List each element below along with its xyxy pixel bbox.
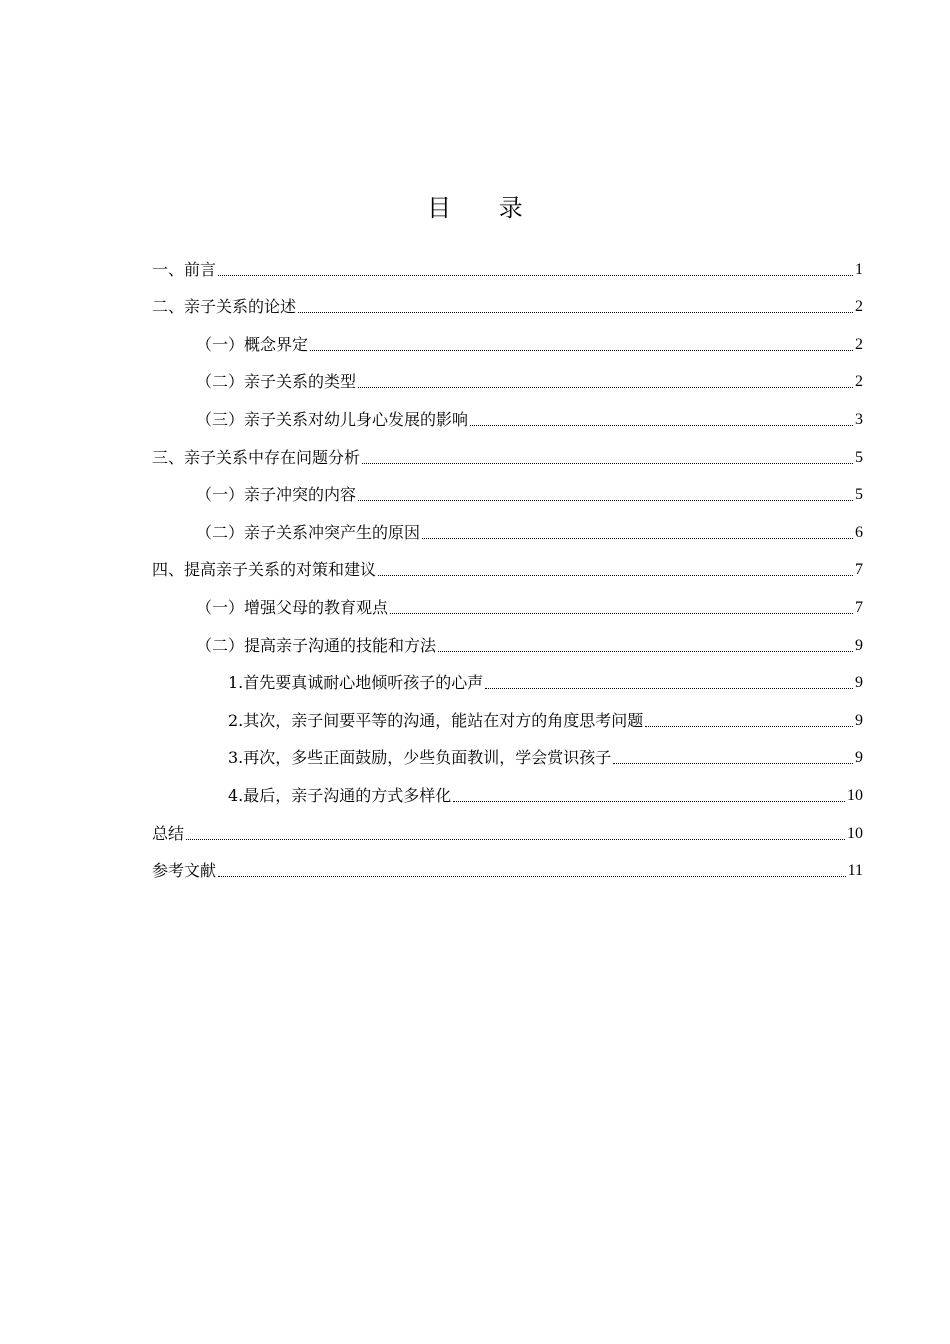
toc-dot-leader — [645, 725, 853, 727]
toc-dot-leader — [362, 462, 853, 464]
toc-dot-leader — [613, 762, 853, 764]
toc-page-number: 2 — [855, 373, 863, 391]
toc-page-number: 7 — [855, 561, 863, 579]
toc-entry[interactable] — [152, 543, 863, 581]
toc-entry[interactable] — [152, 580, 863, 618]
toc-entry[interactable] — [152, 242, 863, 280]
toc-entry[interactable] — [152, 768, 863, 806]
toc-page-number: 6 — [855, 523, 863, 541]
toc-dot-leader — [390, 612, 853, 614]
toc-page-number: 5 — [855, 448, 863, 466]
toc-entry-label: 三、亲子关系中存在问题分析 — [152, 447, 361, 467]
toc-entry[interactable] — [152, 731, 863, 769]
toc-dot-leader — [218, 875, 846, 877]
toc-dot-leader — [310, 349, 853, 351]
toc-entry[interactable] — [152, 618, 863, 656]
toc-page-number: 10 — [847, 824, 863, 842]
toc-dot-leader — [298, 311, 853, 313]
toc-page-number: 11 — [847, 862, 863, 880]
toc-dot-leader — [485, 687, 853, 689]
toc-dot-leader — [453, 800, 845, 802]
table-of-contents — [152, 242, 863, 881]
toc-page-number: 1 — [855, 260, 863, 278]
toc-entry[interactable] — [152, 806, 863, 844]
toc-page-number: 10 — [847, 786, 863, 804]
toc-entry-label: （二）亲子关系的类型 — [196, 372, 357, 392]
toc-entry-label: （三）亲子关系对幼儿身心发展的影响 — [196, 409, 469, 429]
toc-entry[interactable] — [152, 693, 863, 731]
toc-entry-label: 一、前言 — [152, 259, 217, 279]
toc-entry-label: 3.再次，多些正面鼓励，少些负面教训，学会赏识孩子 — [228, 748, 612, 768]
toc-entry-label: 参考文献 — [152, 861, 217, 881]
toc-entry[interactable] — [152, 505, 863, 543]
toc-entry-label: 4.最后，亲子沟通的方式多样化 — [228, 785, 452, 805]
toc-page-number: 7 — [855, 598, 863, 616]
toc-page-number: 2 — [855, 298, 863, 316]
toc-page-number: 9 — [855, 749, 863, 767]
toc-dot-leader — [422, 537, 853, 539]
toc-dot-leader — [358, 499, 853, 501]
toc-dot-leader — [470, 424, 853, 426]
toc-page-number: 3 — [855, 410, 863, 428]
toc-entry-label: 总结 — [152, 823, 185, 843]
toc-entry-label: （一）亲子冲突的内容 — [196, 485, 357, 505]
toc-page-number: 5 — [855, 486, 863, 504]
toc-page-number: 9 — [855, 711, 863, 729]
toc-dot-leader — [438, 650, 853, 652]
toc-entry-label: 二、亲子关系的论述 — [152, 297, 297, 317]
toc-entry-label: 四、提高亲子关系的对策和建议 — [152, 560, 377, 580]
toc-dot-leader — [378, 574, 853, 576]
toc-dot-leader — [358, 386, 853, 388]
toc-entry-label: （一）增强父母的教育观点 — [196, 597, 389, 617]
toc-entry-label: （二）提高亲子沟通的技能和方法 — [196, 635, 437, 655]
toc-entry[interactable] — [152, 355, 863, 393]
toc-entry[interactable] — [152, 844, 863, 882]
toc-entry-label: 2.其次，亲子间要平等的沟通，能站在对方的角度思考问题 — [228, 710, 644, 730]
toc-entry[interactable] — [152, 430, 863, 468]
toc-entry[interactable] — [152, 468, 863, 506]
toc-entry[interactable] — [152, 656, 863, 694]
toc-entry[interactable] — [152, 392, 863, 430]
toc-entry[interactable] — [152, 280, 863, 318]
toc-page-number: 9 — [855, 674, 863, 692]
page-title: 目 录 — [427, 194, 543, 222]
toc-entry-label: （二）亲子关系冲突产生的原因 — [196, 522, 421, 542]
toc-entry-label: （一）概念界定 — [196, 334, 309, 354]
toc-page-number: 9 — [855, 636, 863, 654]
toc-dot-leader — [218, 274, 853, 276]
toc-dot-leader — [186, 838, 845, 840]
toc-page-number: 2 — [855, 335, 863, 353]
toc-entry-label: 1.首先要真诚耐心地倾听孩子的心声 — [228, 673, 484, 693]
toc-entry[interactable] — [152, 317, 863, 355]
